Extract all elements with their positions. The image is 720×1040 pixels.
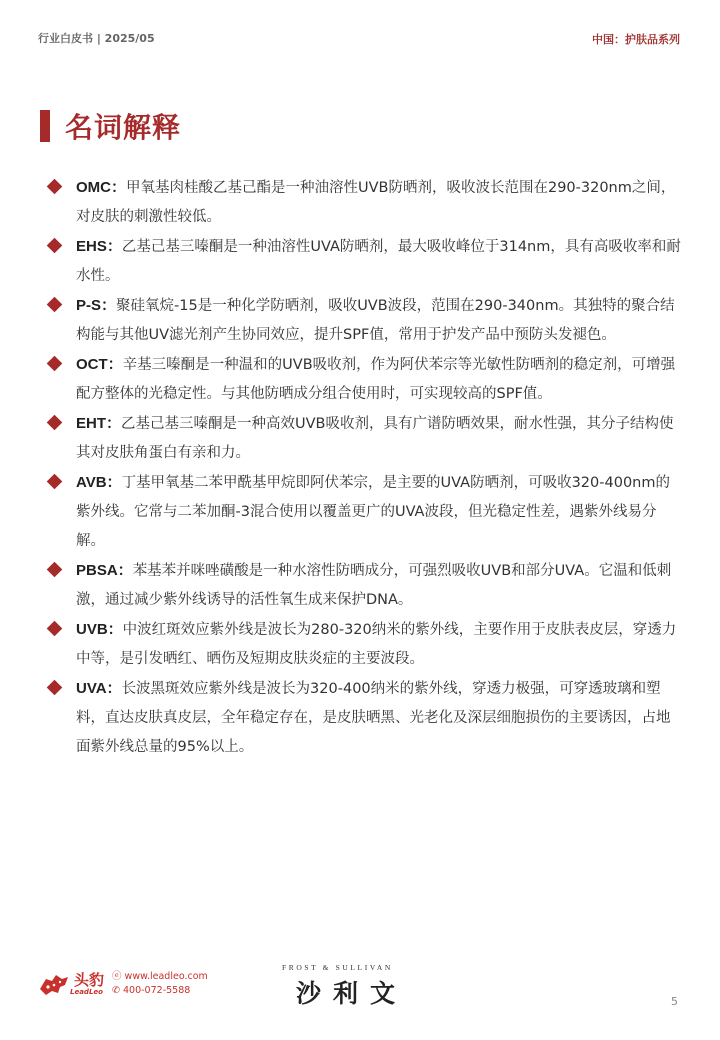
term-key: EHS： <box>76 238 122 255</box>
section-title <box>40 108 181 144</box>
term-item <box>44 409 684 468</box>
globe-icon: ⓔ <box>112 971 125 982</box>
term-item <box>44 674 684 762</box>
term-key: UVB： <box>76 621 123 638</box>
term-item <box>44 556 684 615</box>
frost-sullivan-logo-cn: 沙利文 <box>296 979 408 1008</box>
term-key: P-S： <box>76 297 117 314</box>
title-accent-bar <box>40 110 50 142</box>
diamond-bullet-icon <box>47 238 63 254</box>
website-text: www.leadleo.com <box>124 971 208 982</box>
diamond-bullet-icon <box>47 356 63 372</box>
leadleo-logo <box>38 970 208 998</box>
term-list <box>44 173 684 762</box>
term-definition: 甲氧基肉桂酸乙基己酯是一种油溶性UVB防晒剂，吸收波长范围在290-320nm之间，对皮肤的刺激性较低。 <box>76 180 676 225</box>
term-key: OCT： <box>76 356 123 373</box>
term-definition: 乙基己基三嗪酮是一种高效UVB吸收剂，具有广谱防晒效果，耐水性强，其分子结构使其对皮肤角蛋白有亲和力。 <box>76 416 674 461</box>
header-right: 中国：护肤品系列 <box>592 33 680 46</box>
term-definition: 苯基苯并咪唑磺酸是一种水溶性防晒成分，可强烈吸收UVB和部分UVA。它温和低刺激，通过减少紫外线诱导的活性氧生成来保护DNA。 <box>76 563 672 608</box>
phone-icon: ✆ <box>112 985 123 996</box>
leopard-icon <box>38 971 70 997</box>
diamond-bullet-icon <box>47 621 63 637</box>
term-item <box>44 173 684 232</box>
term-definition: 长波黑斑效应紫外线是波长为320-400纳米的紫外线，穿透力极强，可穿透玻璃和塑料，直达皮肤真皮层，全年稳定存在，是皮肤晒黑、光老化及深层细胞损伤的主要诱因，占地面紫外线总量的95%以上。 <box>76 681 671 755</box>
term-item <box>44 468 684 556</box>
website-link[interactable] <box>112 970 208 984</box>
term-key: EHT： <box>76 415 122 432</box>
term-definition: 丁基甲氧基二苯甲酰基甲烷即阿伏苯宗，是主要的UVA防晒剂，可吸收320-400nm的紫外线。它常与二苯加酮-3混合使用以覆盖更广的UVA波段，但光稳定性差，遇紫外线易分解。 <box>76 475 670 549</box>
term-definition: 中波红斑效应紫外线是波长为280-320纳米的紫外线，主要作用于皮肤表皮层，穿透力中等，是引发晒红、晒伤及短期皮肤炎症的主要波段。 <box>76 622 677 667</box>
term-key: UVA： <box>76 680 122 697</box>
diamond-bullet-icon <box>47 415 63 431</box>
term-key: PBSA： <box>76 562 133 579</box>
diamond-bullet-icon <box>47 474 63 490</box>
term-definition: 辛基三嗪酮是一种温和的UVB吸收剂，作为阿伏苯宗等光敏性防晒剂的稳定剂，可增强配方整体的光稳定性。与其他防晒成分组合使用时，可实现较高的SPF值。 <box>76 357 676 402</box>
term-item <box>44 350 684 409</box>
diamond-bullet-icon <box>47 297 63 313</box>
phone-text: 400-072-5588 <box>123 985 191 996</box>
brand-name-en: LeadLeo <box>70 987 103 996</box>
page-number: 5 <box>671 995 678 1008</box>
term-item <box>44 232 684 291</box>
term-key: OMC： <box>76 179 126 196</box>
phone-contact <box>112 984 208 998</box>
term-definition: 聚硅氧烷-15是一种化学防晒剂，吸收UVB波段，范围在290-340nm。其独特的聚合结构能与其他UV滤光剂产生协同效应，提升SPF值，常用于护发产品中预防头发褪色。 <box>76 298 675 343</box>
header-left: 行业白皮书 | 2025/05 <box>38 32 155 45</box>
diamond-bullet-icon <box>47 562 63 578</box>
page-title: 名词解释 <box>65 111 182 144</box>
frost-sullivan-logo-en: FROST & SULLIVAN <box>282 963 393 972</box>
term-key: AVB： <box>76 474 122 491</box>
term-item <box>44 291 684 350</box>
diamond-bullet-icon <box>47 179 63 195</box>
term-definition: 乙基己基三嗪酮是一种油溶性UVA防晒剂，最大吸收峰位于314nm，具有高吸收率和耐水性。 <box>76 239 681 284</box>
diamond-bullet-icon <box>47 680 63 696</box>
brand-name: 头豹 <box>74 970 105 989</box>
term-item <box>44 615 684 674</box>
